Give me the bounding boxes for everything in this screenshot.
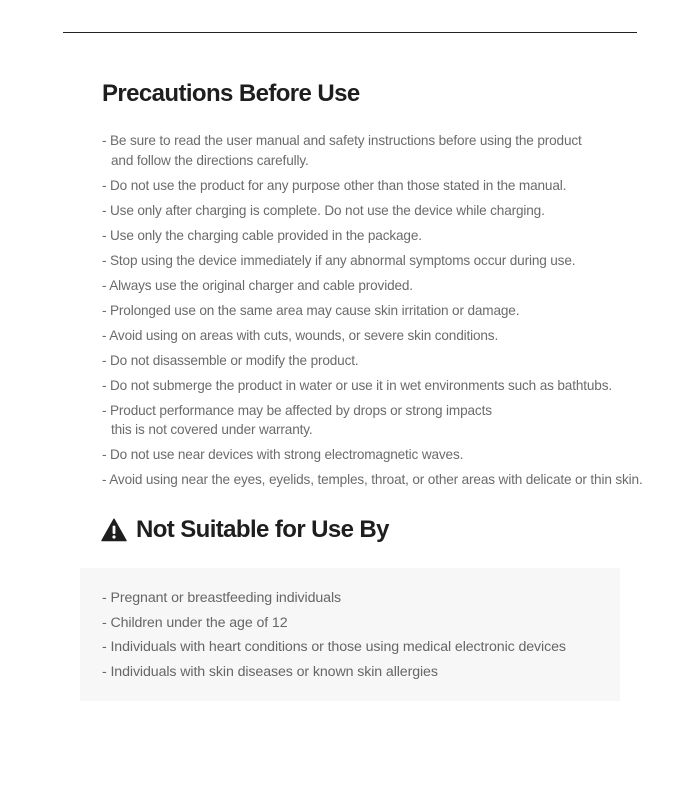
precautions-title: Precautions Before Use	[102, 80, 360, 107]
list-item-line: - Be sure to read the user manual and safety instructions before using the product	[102, 133, 582, 148]
list-item-line: - Avoid using on areas with cuts, wounds, or severe skin conditions.	[102, 327, 499, 343]
list-item-line: - Do not use near devices with strong electromagnetic waves.	[102, 447, 464, 462]
list-item-line: - Do not submerge the product in water or use it in wet environments such as bathtubs.	[102, 377, 612, 393]
list-item-line: - Use only after charging is complete. Do not use the device while charging.	[102, 202, 545, 218]
list-item	[102, 176, 662, 196]
not-suitable-heading	[101, 514, 389, 546]
list-item	[102, 351, 662, 371]
precautions-list	[102, 131, 662, 490]
list-item	[102, 401, 662, 440]
top-divider	[63, 32, 637, 33]
not-suitable-title: Not Suitable for Use By	[136, 516, 389, 543]
list-item-line: - Stop using the device immediately if any abnormal symptoms occur during use.	[102, 252, 576, 268]
list-item	[102, 226, 662, 246]
warning-triangle-icon	[101, 518, 127, 542]
list-item: - Pregnant or breastfeeding individuals	[102, 590, 342, 606]
list-item-line: - Prolonged use on the same area may cause skin irritation or damage.	[102, 302, 520, 318]
list-item-line: - Avoid using near the eyes, eyelids, temples, throat, or other areas with delicate or thin skin.	[102, 472, 643, 487]
list-item	[102, 301, 662, 321]
list-item-line: - Do not disassemble or modify the product.	[102, 352, 359, 368]
list-item	[102, 326, 662, 346]
list-item	[102, 376, 662, 396]
precautions-section	[102, 78, 662, 495]
not-suitable-list	[80, 568, 620, 682]
list-item-line-continued: and follow the directions carefully.	[111, 152, 309, 168]
list-item-line: - Do not use the product for any purpose other than those stated in the manual.	[102, 177, 567, 193]
list-item	[102, 445, 662, 465]
list-item-line: - Use only the charging cable provided in the package.	[102, 227, 422, 243]
list-item	[102, 276, 662, 296]
list-item: - Children under the age of 12	[102, 614, 288, 631]
list-item: - Individuals with heart conditions or those using medical electronic devices	[102, 639, 566, 656]
list-item	[102, 131, 662, 170]
list-item	[102, 201, 662, 221]
list-item-line-continued: this is not covered under warranty.	[111, 422, 313, 437]
list-item-line: - Always use the original charger and cable provided.	[102, 277, 413, 293]
list-item-line: - Product performance may be affected by drops or strong impacts	[102, 402, 492, 418]
list-item	[102, 251, 662, 271]
not-suitable-box	[80, 568, 620, 701]
list-item: - Individuals with skin diseases or known skin allergies	[102, 663, 438, 680]
list-item	[102, 470, 662, 490]
